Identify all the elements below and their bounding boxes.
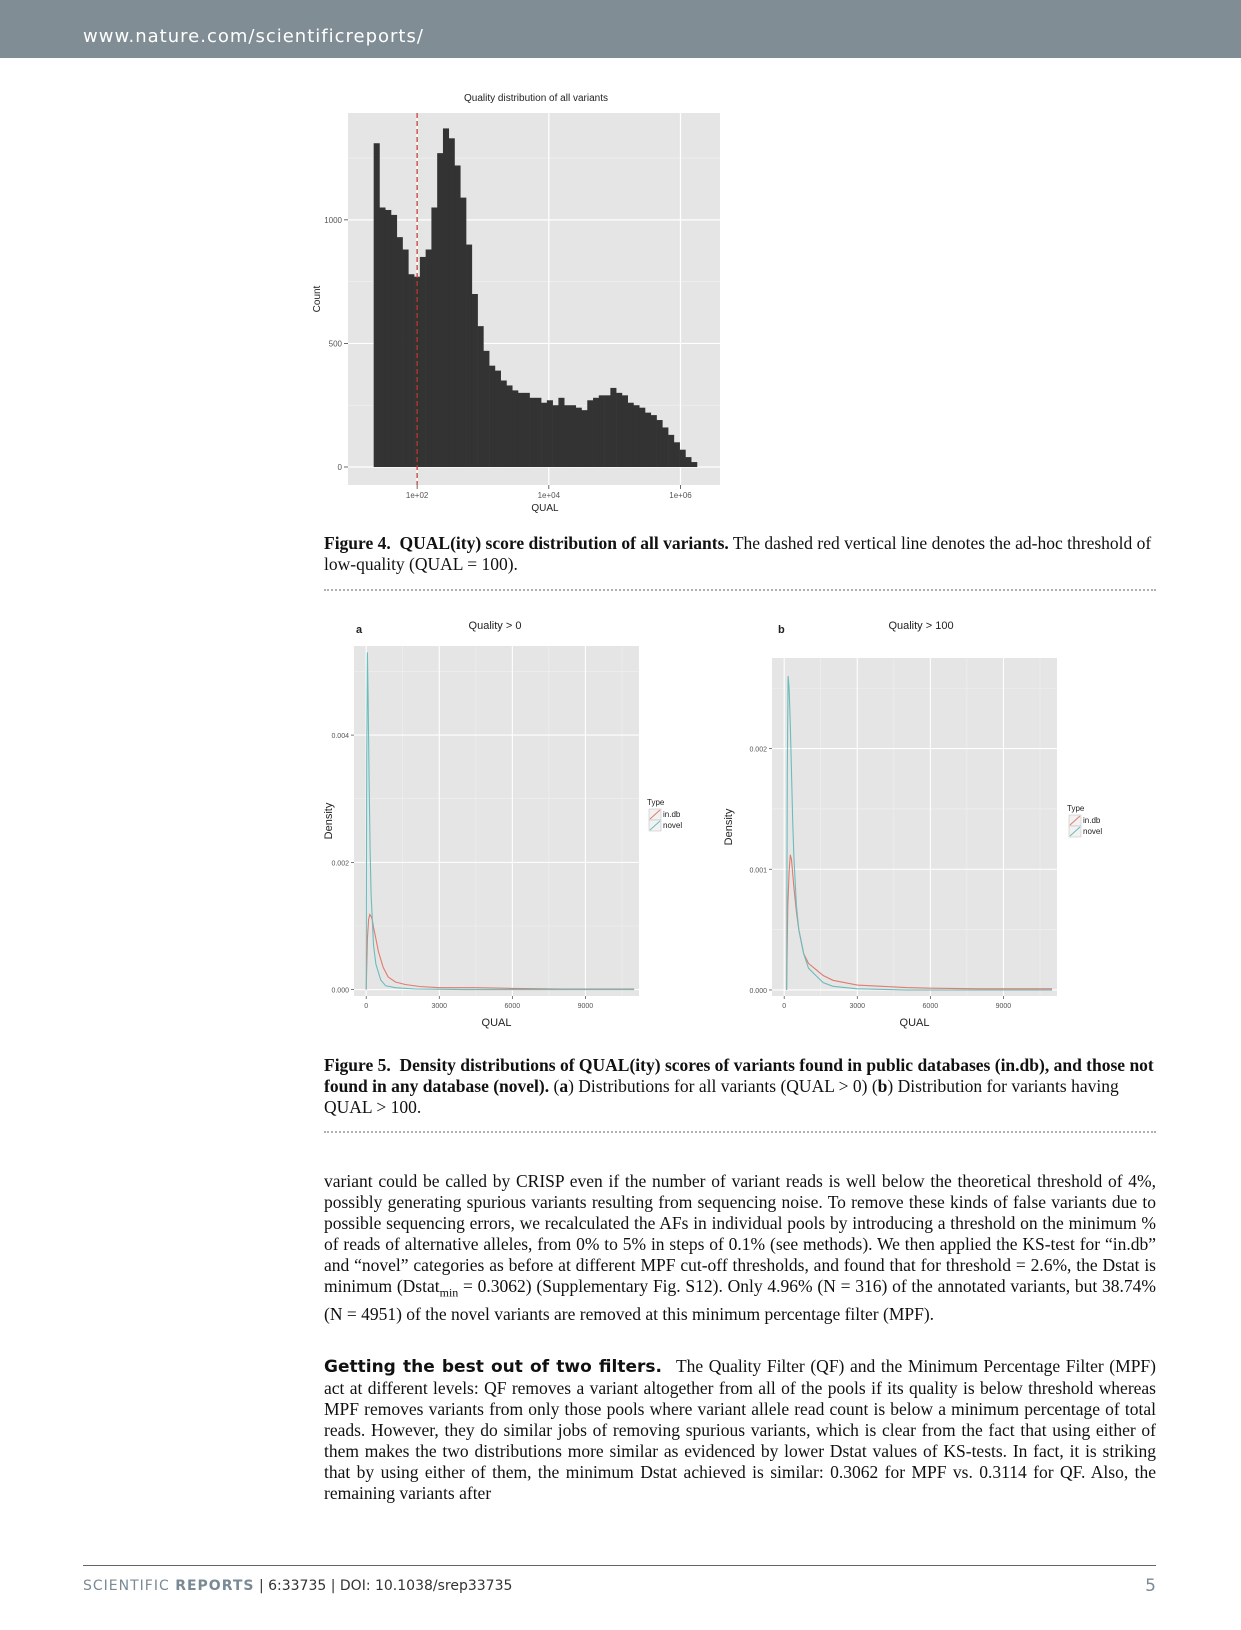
journal-brand-bold: REPORTS [175, 1578, 255, 1594]
fig4-x-tick-label: 1e+04 [537, 491, 561, 500]
histogram-bar [651, 415, 657, 467]
histogram-bar [530, 398, 536, 467]
fig4-caption-label: Figure 4. [324, 533, 391, 553]
histogram-bar [501, 381, 507, 468]
journal-brand [83, 1578, 255, 1594]
legend-item-label: in.db [663, 810, 681, 819]
histogram-bar [576, 408, 582, 467]
x-axis-label: QUAL [481, 1017, 512, 1029]
y-tick-label: 0.000 [749, 987, 767, 995]
histogram-bar [512, 390, 518, 467]
histogram-bar [587, 400, 593, 467]
plot-panel [772, 658, 1057, 996]
figure-5-caption [324, 1055, 1156, 1118]
x-tick-label: 6000 [504, 1003, 521, 1010]
legend-item-label: novel [1083, 827, 1103, 836]
histogram-bar [391, 215, 397, 467]
histogram-bar [645, 413, 651, 467]
histogram-bar [610, 388, 616, 467]
histogram-bar [674, 442, 680, 467]
histogram-bar [397, 237, 403, 467]
paragraph-1-text: variant could be called by CRISP even if the number of variant reads is well below the theoretical threshold of 4%, possibly generating spurious variants resulting from sequencing noise. To remove these kinds of false variants due to possible sequencing errors, we recalculated the AFs in individual pools by introducing a threshold on the minimum % of reads of alternative alleles, from 0% to 5% in steps of 0.1% (see methods). We then applied the KS-test for “in.db” and “novel” categories as before at different MPF cut-off thresholds, and found that for threshold = 2.6%, the Dstat is minimum (Dstat [324, 1171, 1156, 1296]
density-panel-b [723, 620, 1102, 1029]
body-paragraph-1 [324, 1171, 1156, 1325]
figure-5-density-plots [320, 620, 1160, 1038]
histogram-bar [599, 395, 605, 467]
y-axis-label: Density [323, 802, 335, 840]
fig4-xlabel: QUAL [531, 503, 559, 514]
plot-panel [354, 646, 639, 996]
histogram-bar [628, 403, 634, 467]
paragraph-1-text-cont: = 0.3062) (Supplementary Fig. S12). Only 4.96% (N = 316) of the annotated variants, but 38.74% (N = 4951) of the novel variants are removed at this minimum percentage filter (MPF). [324, 1276, 1156, 1324]
fig5-caption-title: Density distributions of QUAL(ity) scores of variants found in public databases (in.db), and those not found in any database (novel). [324, 1055, 1154, 1096]
footer-citation [83, 1578, 512, 1594]
histogram-bar [668, 435, 674, 467]
x-tick-label: 9000 [577, 1003, 594, 1010]
section-heading: Getting the best out of two filters. [324, 1357, 662, 1377]
histogram-bar [495, 371, 501, 467]
y-tick-label: 0.002 [749, 746, 767, 754]
histogram-bar [374, 143, 380, 467]
page-header [0, 0, 1241, 58]
histogram-bar [431, 208, 437, 468]
panel-letter: b [778, 624, 785, 636]
histogram-bar [622, 395, 628, 467]
x-tick-label: 0 [364, 1003, 369, 1010]
journal-brand-light: SCIENTIFIC [83, 1578, 170, 1594]
histogram-bar [605, 395, 611, 467]
x-tick-label: 6000 [922, 1003, 939, 1010]
histogram-bar [408, 274, 414, 467]
histogram-bar [385, 210, 391, 467]
journal-url[interactable]: www.nature.com/scientificreports/ [83, 26, 424, 47]
histogram-bar [472, 294, 478, 467]
paragraph-2-text: The Quality Filter (QF) and the Minimum Percentage Filter (MPF) act at different levels: QF removes a variant altogether from all of the pools if its quality is below threshold whereas MPF removes variants from only those pools where variant allele read count is below a minimum percentage of total reads. However, they do similar jobs of removing spurious variants, which is clear from the fact that using either of them makes the two distributions more similar as evidenced by lower Dstat values of KS-tests. In fact, it is striking that by using either of them, the minimum Dstat achieved is similar: 0.3062 for MPF vs. 0.3114 for QF. Also, the remaining variants after [324, 1356, 1156, 1503]
y-tick-label: 0.002 [331, 860, 349, 868]
histogram-bar [443, 128, 449, 467]
fig5-caption-b: b [877, 1076, 888, 1096]
fig4-y-tick-label: 1000 [324, 215, 342, 225]
histogram-bar [483, 351, 489, 467]
histogram-bar [454, 165, 460, 467]
histogram-bar [616, 393, 622, 467]
y-tick-label: 0.001 [749, 867, 767, 875]
histogram-bar [449, 138, 455, 467]
histogram-bar [564, 405, 570, 467]
fig4-x-tick-label: 1e+06 [669, 491, 692, 500]
histogram-bar [581, 410, 587, 467]
histogram-bar [593, 398, 599, 467]
histogram-bar [633, 405, 639, 467]
figure-4-histogram [312, 90, 730, 520]
histogram-bar [426, 250, 432, 467]
caption-divider-2 [324, 1131, 1156, 1133]
histogram-bar [541, 403, 547, 467]
histogram-bar [535, 398, 541, 467]
x-tick-label: 3000 [431, 1003, 448, 1010]
histogram-bar [657, 420, 663, 467]
fig5-caption-label: Figure 5. [324, 1055, 391, 1075]
fig5-caption-text-1: ( [553, 1076, 560, 1096]
footer-rule [83, 1565, 1156, 1566]
histogram-bar [466, 245, 472, 467]
panel-title: Quality > 100 [888, 620, 954, 632]
histogram-bar [460, 198, 466, 467]
fig4-x-tick-label: 1e+02 [405, 491, 429, 500]
fig4-y-tick-label: 500 [328, 339, 342, 349]
histogram-bar [478, 326, 484, 467]
histogram-bar [518, 393, 524, 467]
fig5-caption-text-2: ) Distributions for all variants (QUAL > 0) ( [568, 1076, 878, 1096]
histogram-bar [553, 405, 559, 467]
histogram-bar [685, 457, 691, 467]
fig5-caption-text-3: ) Distribution for variants having QUAL > 100. [324, 1076, 1119, 1117]
histogram-bar [379, 208, 385, 468]
doi-citation[interactable]: | 6:33735 | DOI: 10.1038/srep33735 [254, 1578, 513, 1594]
legend-item-label: in.db [1083, 816, 1101, 825]
x-tick-label: 0 [782, 1003, 787, 1010]
legend-item-label: novel [663, 821, 683, 830]
y-tick-label: 0.004 [331, 733, 349, 741]
caption-divider [324, 589, 1156, 591]
body-paragraph-2 [324, 1356, 1156, 1504]
x-tick-label: 3000 [849, 1003, 866, 1010]
histogram-bar [420, 257, 426, 467]
histogram-bar [489, 366, 495, 467]
histogram-bar [558, 398, 564, 467]
paragraph-1-subscript: min [439, 1285, 459, 1300]
figure-4-caption [324, 533, 1156, 575]
histogram-bar [506, 385, 512, 467]
legend-title: Type [1067, 804, 1085, 813]
fig4-caption-title: QUAL(ity) score distribution of all variants. [399, 533, 729, 553]
histogram-bar [403, 250, 409, 467]
x-axis-label: QUAL [899, 1017, 930, 1029]
panel-letter: a [356, 624, 363, 636]
fig4-caption-text: The dashed red vertical line denotes the ad-hoc threshold of low-quality (QUAL = 100). [324, 533, 1152, 574]
histogram-bar [547, 400, 553, 467]
histogram-bar [570, 405, 576, 467]
y-axis-label: Density [723, 808, 735, 846]
histogram-bar [691, 462, 697, 467]
page-number: 5 [1145, 1576, 1156, 1596]
fig5-caption-a: a [559, 1076, 569, 1096]
histogram-bar [680, 450, 686, 467]
histogram-bar [524, 393, 530, 467]
fig4-ylabel: Count [312, 285, 323, 313]
histogram-bar [437, 153, 443, 467]
histogram-bar [662, 427, 668, 467]
density-panel-a [323, 620, 682, 1029]
fig4-title: Quality distribution of all variants [464, 93, 608, 104]
x-tick-label: 9000 [995, 1003, 1012, 1010]
panel-title: Quality > 0 [468, 620, 522, 632]
fig4-y-tick-label: 0 [337, 463, 342, 472]
histogram-bar [639, 408, 645, 467]
y-tick-label: 0.000 [331, 987, 349, 995]
legend-title: Type [647, 798, 665, 807]
